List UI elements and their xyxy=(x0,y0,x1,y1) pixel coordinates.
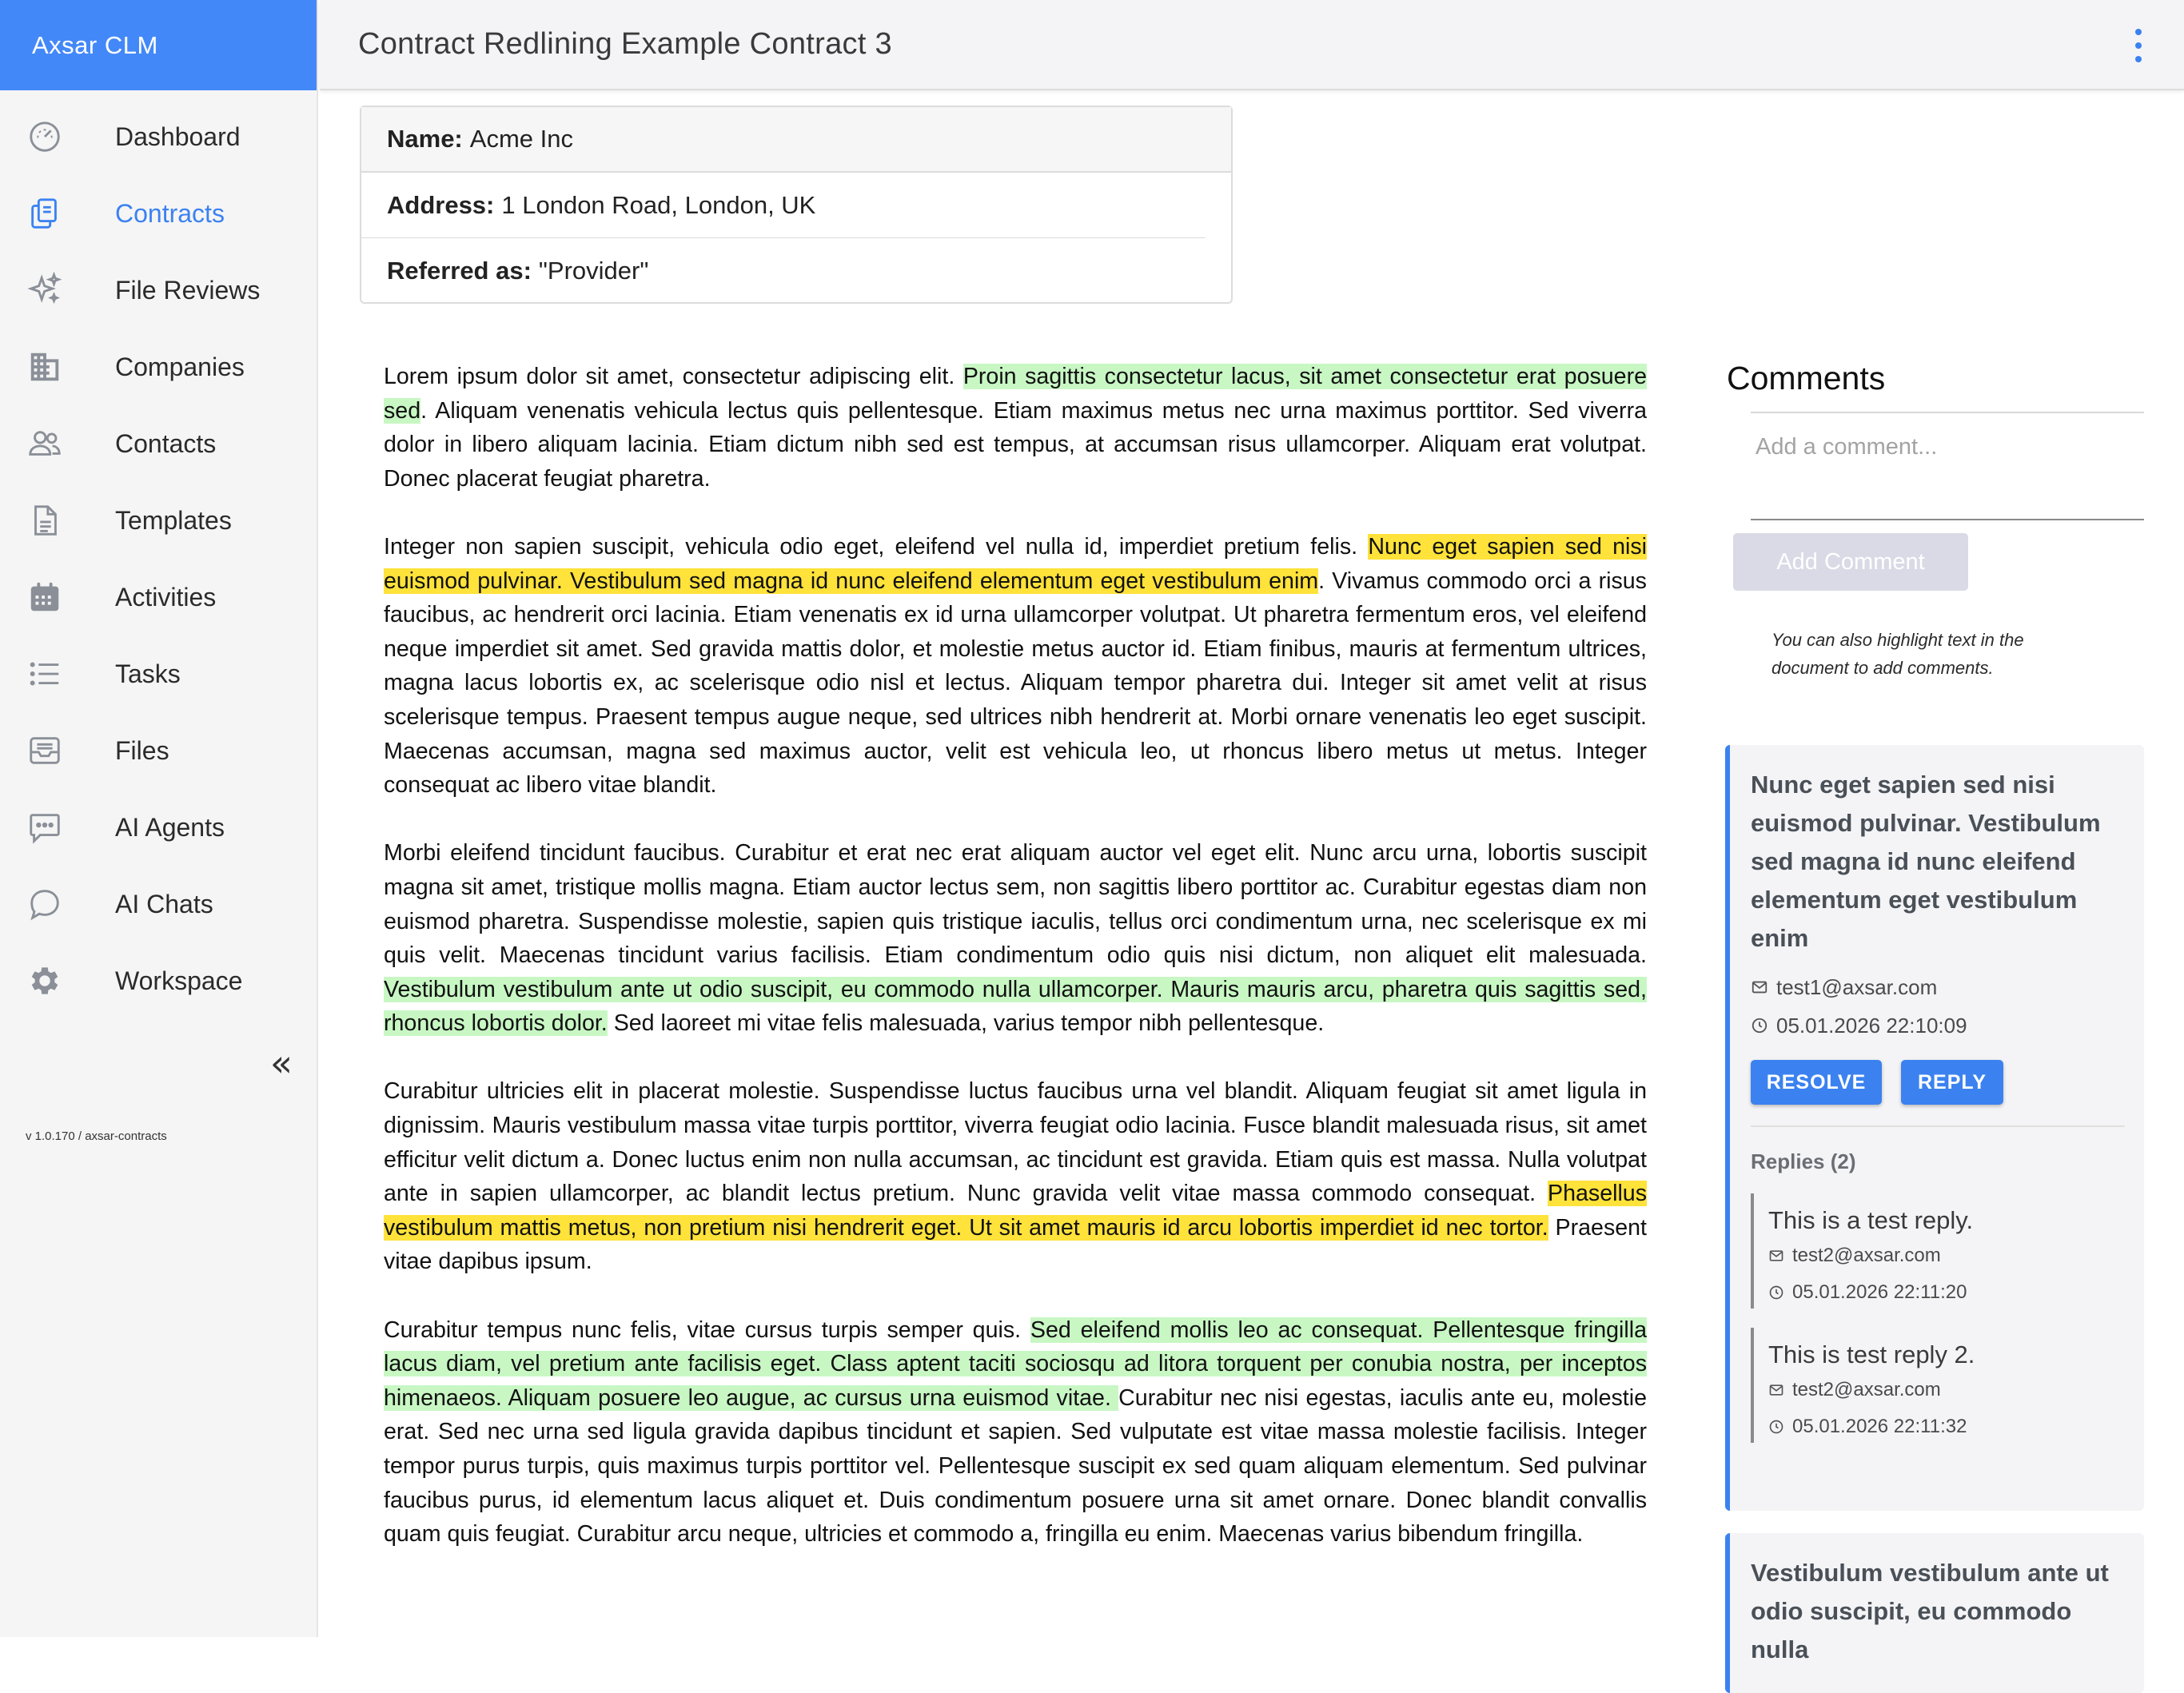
reply-timestamp xyxy=(1768,1277,2125,1309)
comment-timestamp xyxy=(1751,1010,2125,1041)
comment-email: test1@axsar.com xyxy=(1776,974,1938,999)
text-span: Integer non sapien suscipit, vehicula odio eget, eleifend vel nulla id, imperdiet pretium felis. xyxy=(384,533,1369,560)
sidebar-item-templates[interactable] xyxy=(0,482,317,559)
party-address-label: Address: xyxy=(387,190,495,219)
text-span: Lorem ipsum dolor sit amet, consectetur adipiscing elit. xyxy=(384,364,963,389)
text-span: Praesent vitae dapibus ipsum. xyxy=(384,1214,1647,1275)
highlight-comment[interactable]: Phasellus vestibulum mattis metus, non pretium nisi hendrerit eget. Ut sit amet mauris id arcu lobortis imperdiet id nec tortor. xyxy=(384,1181,1647,1241)
sidebar-item-label: AI Agents xyxy=(115,812,225,842)
reply-text: This is a test reply. xyxy=(1768,1206,1974,1234)
party-referred-row xyxy=(361,238,1231,304)
sidebar-item-ai-chats[interactable] xyxy=(0,866,317,942)
comments-panel xyxy=(1727,360,2144,682)
resolve-button[interactable]: RESOLVE xyxy=(1751,1060,1882,1105)
sidebar xyxy=(0,0,318,1637)
sidebar-item-file-reviews[interactable] xyxy=(0,252,317,329)
paragraph xyxy=(384,530,1647,803)
contract-document[interactable] xyxy=(384,360,1647,1585)
sidebar-nav xyxy=(0,90,317,1019)
reply-item xyxy=(1751,1193,2125,1309)
reply-time: 05.01.2026 22:11:32 xyxy=(1792,1416,1967,1437)
sidebar-item-dashboard[interactable] xyxy=(0,98,317,175)
reply-timestamp xyxy=(1768,1411,2125,1443)
collapse-sidebar-button[interactable]: « xyxy=(269,1042,293,1085)
more-menu-icon[interactable] xyxy=(2133,29,2144,62)
paragraph xyxy=(384,1313,1647,1552)
highlight-comment[interactable]: Vestibulum vestibulum ante ut odio suscipit, eu commodo nulla ullamcorper. Mauris mauris arcu, pharetra quis sagittis sed, rhoncus lobortis dolor. xyxy=(384,976,1647,1037)
calendar-icon xyxy=(26,578,64,616)
sidebar-item-workspace[interactable] xyxy=(0,942,317,1019)
people-icon xyxy=(26,424,64,463)
reply-time: 05.01.2026 22:11:20 xyxy=(1792,1281,1967,1303)
chat-bubble-dots-icon xyxy=(26,808,64,846)
mail-icon xyxy=(1768,1382,1784,1398)
page-title: Contract Redlining Example Contract 3 xyxy=(358,27,892,61)
comments-hint: You can also highlight text in the document to add comments. xyxy=(1772,630,2024,678)
party-name-label: Name: xyxy=(387,125,463,153)
sidebar-item-ai-agents[interactable] xyxy=(0,789,317,866)
reply-email: test2@axsar.com xyxy=(1792,1245,1941,1266)
comment-actions xyxy=(1751,1060,2125,1105)
reply-button[interactable]: REPLY xyxy=(1901,1060,2003,1105)
comment-thread[interactable] xyxy=(1725,1533,2144,1693)
paragraph xyxy=(384,836,1647,1041)
documents-icon xyxy=(26,194,64,233)
comments-title: Comments xyxy=(1727,360,1886,396)
inbox-icon xyxy=(26,731,64,770)
mail-icon xyxy=(1751,978,1768,996)
highlight-comment-active[interactable]: Nunc eget sapien sed nisi euismod pulvinar. Vestibulum sed magna id nunc eleifend elementum eget vestibulum enim xyxy=(384,533,1647,594)
sidebar-item-contracts[interactable] xyxy=(0,175,317,252)
sidebar-item-label: Companies xyxy=(115,352,245,381)
party-referred-label: Referred as: xyxy=(387,257,532,285)
sidebar-item-label: AI Chats xyxy=(115,889,213,918)
sparkle-icon xyxy=(26,271,64,309)
comment-author xyxy=(1751,972,2125,1002)
paragraph xyxy=(384,360,1647,496)
text-span: Morbi eleifend tincidunt faucibus. Curabitur et erat nec erat aliquam auctor vel eget elit. Nunc arcu urna, lobortis suscipit magna sit amet, tristique mollis magna. Etiam auctor lectus sem, non sagittis libero porttitor ac. Curabitur egestas diam non euismod pharetra. Suspendisse molestie, sapien quis tristique iaculis, tellus orci condimentum urna, nec scelerisque ex mi quis velit. Maecenas tincidunt varius facilisis. Etiam condimentum odio quis nisi dictum, non aliquet elit malesuada. xyxy=(384,840,1647,969)
sidebar-item-label: Contracts xyxy=(115,198,225,228)
party-address-value: 1 London Road, London, UK xyxy=(501,190,816,219)
replies-label: Replies (2) xyxy=(1751,1149,1856,1173)
text-span: Curabitur ultricies elit in placerat molestie. Suspendisse luctus faucibus urna vel blandit. Aliquam feugiat sit amet ligula in dignissim. Mauris vestibulum massa vitae turpis porttitor, viverra feugiat odio lacinia. Fusce blandit malesuada risus, sit amet efficitur velit dictum a. Donec luctus enim non nulla accumsan, ac tincidunt est gravida. Etiam quis est massa. Nulla volutpat ante in sapien ullamcorper, ac blandit lectus pretium. Nunc gravida velit vitae massa commodo consequat. xyxy=(384,1078,1647,1207)
chat-bubble-icon xyxy=(26,885,64,923)
highlight-comment[interactable]: Proin sagittis consectetur lacus, sit amet consectetur erat posuere sed xyxy=(384,364,1647,424)
sidebar-item-contacts[interactable] xyxy=(0,405,317,482)
party-card xyxy=(360,106,1233,304)
paragraph xyxy=(384,1074,1647,1279)
party-referred-value: "Provider" xyxy=(538,257,649,285)
file-icon xyxy=(26,501,64,540)
sidebar-item-label: File Reviews xyxy=(115,275,261,305)
version-label: v 1.0.170 / axsar-contracts xyxy=(26,1129,167,1143)
sidebar-item-tasks[interactable] xyxy=(0,635,317,712)
reply-text: This is test reply 2. xyxy=(1768,1340,1975,1368)
text-span: Curabitur tempus nunc felis, vitae cursus turpis semper quis. xyxy=(384,1317,1030,1343)
reply-author xyxy=(1768,1240,2125,1272)
sidebar-item-label: Dashboard xyxy=(115,121,241,151)
building-icon xyxy=(26,348,64,386)
sidebar-item-label: Workspace xyxy=(115,966,243,995)
text-span: Sed laoreet mi vitae felis malesuada, varius tempor nibh pellentesque. xyxy=(607,1010,1325,1037)
party-name-value: Acme Inc xyxy=(469,125,573,153)
sidebar-item-label: Contacts xyxy=(115,428,217,458)
clock-icon xyxy=(1768,1419,1784,1435)
text-span: Curabitur nec nisi egestas, iaculis ante eu, molestie erat. Sed nec urna sed ligula gravida dapibus tincidunt et sapien. Sed vulputate est vitae massa molestie facilisis. Integer tempor purus turpis, quis maximus turpis porttitor vel. Pellentesque suscipit ex sed quam aliquam elementum. Sed pulvinar faucibus purus, id elementum lacus aliquet et. Duis condimentum posuere urna sit amet ornare. Donec blandit convallis quam quis feugiat. Curabitur arcu neque, ultricies et commodo a, fringilla eu enim. Maecenas varius bibendum fringilla. xyxy=(384,1384,1647,1548)
party-name-row xyxy=(361,107,1231,173)
sidebar-item-label: Templates xyxy=(115,505,232,535)
reply-item xyxy=(1751,1328,2125,1443)
sidebar-item-label: Activities xyxy=(115,582,217,611)
party-address-row xyxy=(361,173,1206,238)
highlight-comment[interactable]: Sed eleifend mollis leo ac consequat. Pellentesque fringilla lacus diam, vel pretium ante facilisis eget. Class aptent taciti sociosqu ad litora torquent per conubia nostra, per inceptos himenaeos. Aliquam posuere leo augue, ac cursus urna euismod vitae. xyxy=(384,1317,1647,1411)
dashboard-gauge-icon xyxy=(26,118,64,156)
sidebar-item-files[interactable] xyxy=(0,712,317,789)
top-bar xyxy=(320,0,2184,90)
sidebar-item-activities[interactable] xyxy=(0,559,317,635)
sidebar-item-label: Files xyxy=(115,735,169,765)
gear-icon xyxy=(26,962,64,1000)
clock-icon xyxy=(1751,1017,1768,1034)
add-comment-button[interactable]: Add Comment xyxy=(1733,533,1968,591)
app-brand[interactable]: Axsar CLM xyxy=(0,0,317,90)
reply-author xyxy=(1768,1374,2125,1406)
reply-email: test2@axsar.com xyxy=(1792,1379,1941,1400)
comment-quote: Vestibulum vestibulum ante ut odio suscipit, eu commodo nulla xyxy=(1751,1559,2109,1663)
list-icon xyxy=(26,655,64,693)
sidebar-item-label: Tasks xyxy=(115,659,181,688)
comment-input[interactable]: Add a comment... xyxy=(1751,412,2144,520)
comment-quote: Nunc eget sapien sed nisi euismod pulvinar. Vestibulum sed magna id nunc eleifend elementum eget vestibulum enim xyxy=(1751,771,2101,952)
sidebar-item-companies[interactable] xyxy=(0,329,317,405)
divider xyxy=(1751,1125,2125,1127)
comment-time: 05.01.2026 22:10:09 xyxy=(1776,1013,1967,1038)
comment-thread[interactable] xyxy=(1725,745,2144,1511)
mail-icon xyxy=(1768,1248,1784,1264)
text-span: . Vivamus commodo orci a risus faucibus, ac hendrerit orci lacinia. Etiam venenatis ex id urna ullamcorper volutpat. Ut pharetra fermentum eros, vel eleifend neque imperdiet sit amet. Sed gravida mattis dolor, et molestie metus auctor id. Etiam finibus, mauris at fermentum ultrices, magna lacus lobortis ex, ac scelerisque odio nisl et lectus. Aliquam tempor pharetra dui. Integer sit amet velit at risus scelerisque tempus. Praesent tempus augue neque, sed ultrices nibh hendrerit at. Morbi ornare venenatis leo eget suscipit. Maecenas accumsan, magna sed maximus auctor, velit est vehicula leo, ut rhoncus libero metus ut metus. Integer consequat ac libero vitae blandit. xyxy=(384,568,1647,799)
text-span: . Aliquam venenatis vehicula lectus quis pellentesque. Etiam maximus metus nec urna maximus porttitor. Sed viverra dolor in libero aliquam lacinia. Etiam dictum nibh sed est tempus, at accumsan risus ullamcorper. Aliquam erat volutpat. Donec placerat feugiat pharetra. xyxy=(384,397,1647,492)
clock-icon xyxy=(1768,1285,1784,1301)
